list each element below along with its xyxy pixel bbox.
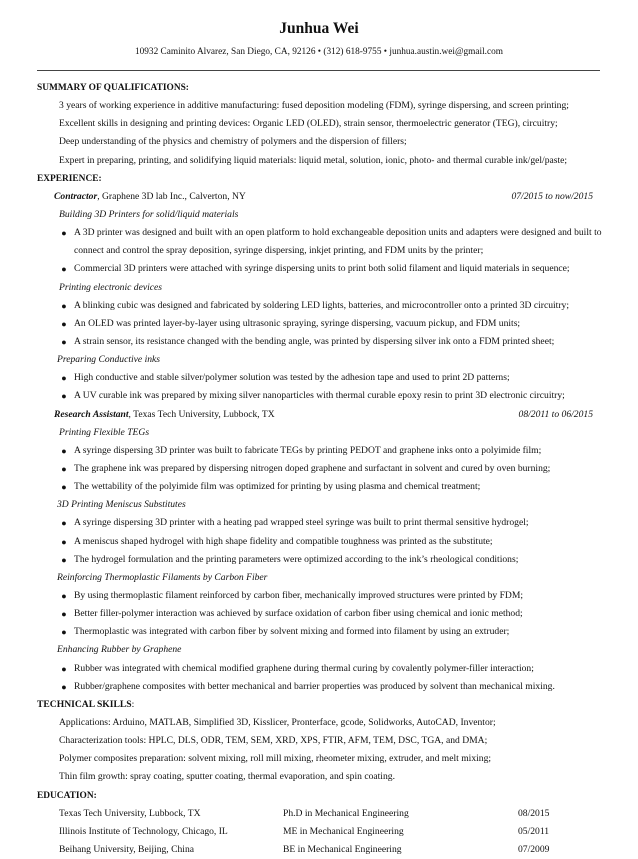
bullet-item: ● The graphene ink was prepared by dispersing nitrogen doped graphene and surfactant in solvent and cured by oven burning; xyxy=(37,460,603,478)
bullet-item: ● Rubber/graphene composites with better mechanical and barrier properties was produced by solvent than mechanical mixing. xyxy=(37,678,603,696)
bullet-item: ● A strain sensor, its resistance changed with the bending angle, was printed by dispersing silver ink onto a FDM printed sheet; xyxy=(37,333,603,351)
project-title: Reinforcing Thermoplastic Filaments by Carbon Fiber xyxy=(57,571,268,583)
summary-heading: SUMMARY OF QUALIFICATIONS: xyxy=(37,83,189,93)
job-dates: 08/2011 to 06/2015 xyxy=(518,408,593,420)
skill-item: Applications: Arduino, MATLAB, Simplified 3D, Kisslicer, Pronterface, gcode, Solidworks, AutoCAD, Inventor; xyxy=(59,716,496,728)
bullet-icon: ● xyxy=(61,518,67,529)
bullet-item: ● Thermoplastic was integrated with carbon fiber by solvent mixing and formed into filament by using an extruder; xyxy=(37,623,603,641)
bullet-icon: ● xyxy=(61,300,67,311)
bullet-item: ● A 3D printer was designed and built with an open platform to hold exchangeable deposition units and adapters were designed and built to connect and control the spray deposition, syringe dispersing, inkjet printing, and FDM units by the printer; xyxy=(37,224,603,260)
bullet-icon: ● xyxy=(61,663,67,674)
project-title: 3D Printing Meniscus Substitutes xyxy=(57,499,186,511)
job-entry-graphene3d xyxy=(37,188,603,206)
degree-name: Ph.D in Mechanical Engineering xyxy=(283,807,409,819)
project-title: Printing electronic devices xyxy=(59,281,163,293)
bullet-icon: ● xyxy=(61,373,67,384)
bullet-icon: ● xyxy=(61,336,67,347)
bullet-icon: ● xyxy=(61,536,67,547)
bullet-icon: ● xyxy=(61,391,67,402)
resume-body xyxy=(37,79,603,859)
graduation-date: 05/2011 xyxy=(518,825,550,837)
bullet-item: ● An OLED was printed layer-by-layer using ultrasonic spraying, syringe dispersing, vacuum pickup, and FDM units; xyxy=(37,315,603,333)
summary-item: Excellent skills in designing and printing devices: Organic LED (OLED), strain sensor, thermoelectric generator (TEG), circuitry; xyxy=(59,118,558,130)
education-row xyxy=(37,805,603,823)
job-entry-texas-tech xyxy=(37,406,603,424)
bullet-icon: ● xyxy=(61,482,67,493)
school-name: Texas Tech University, Lubbock, TX xyxy=(59,807,201,819)
skill-item: Polymer composites preparation: solvent mixing, roll mill mixing, rheometer mixing, extruder, and melt mixing; xyxy=(59,753,492,765)
bullet-item: ● A syringe dispersing 3D printer with a heating pad wrapped steel syringe was built to print thermal sensitive hydrogel; xyxy=(37,514,603,532)
project-title: Printing Flexible TEGs xyxy=(59,426,150,438)
bullet-icon: ● xyxy=(61,554,67,565)
degree-name: BE in Mechanical Engineering xyxy=(283,843,402,855)
project-title: Enhancing Rubber by Graphene xyxy=(57,644,182,656)
job-organization: , Graphene 3D lab Inc., Calverton, NY xyxy=(97,190,246,202)
job-dates: 07/2015 to now/2015 xyxy=(511,190,593,202)
bullet-item: ● Commercial 3D printers were attached with syringe dispersing units to print both solid filament and liquid materials in sequence; xyxy=(37,260,603,278)
bullet-item: ● Rubber was integrated with chemical modified graphene during thermal curing by covalently polymer-filler interaction; xyxy=(37,660,603,678)
bullet-item: ● The wettability of the polyimide film was optimized for printing by using plasma and chemical treatment; xyxy=(37,478,603,496)
graduation-date: 08/2015 xyxy=(518,807,550,819)
summary-item: 3 years of working experience in additive manufacturing: fused deposition modeling (FDM), syringe dispersing, and screen printing; xyxy=(59,100,569,112)
candidate-name: Junhua Wei xyxy=(279,20,359,37)
degree-name: ME in Mechanical Engineering xyxy=(283,825,404,837)
school-name: Illinois Institute of Technology, Chicago, IL xyxy=(59,825,228,837)
bullet-icon: ● xyxy=(61,445,67,456)
bullet-icon: ● xyxy=(61,609,67,620)
bullet-item: ● By using thermoplastic filament reinforced by carbon fiber, mechanically improved structures were printed by FDM; xyxy=(37,587,603,605)
bullet-icon: ● xyxy=(61,228,67,239)
header-divider xyxy=(37,70,600,71)
project-title: Preparing Conductive inks xyxy=(57,354,161,366)
bullet-item: ● High conductive and stable silver/polymer solution was tested by the adhesion tape and used to print 2D patterns; xyxy=(37,369,603,387)
project-title: Building 3D Printers for solid/liquid materials xyxy=(59,208,239,220)
job-organization: , Texas Tech University, Lubbock, TX xyxy=(128,408,275,420)
bullet-item: ● A blinking cubic was designed and fabricated by soldering LED lights, batteries, and microcontroller onto a printed 3D circuitry; xyxy=(37,297,603,315)
bullet-icon: ● xyxy=(61,463,67,474)
skill-item: Characterization tools: HPLC, DLS, ODR, TEM, SEM, XRD, XPS, FTIR, AFM, TEM, DSC, TGA, and DMA; xyxy=(59,735,488,747)
education-heading: EDUCATION: xyxy=(37,790,97,801)
contact-info: 10932 Caminito Alvarez, San Diego, CA, 92126 • (312) 618-9755 • junhua.austin.wei@gmail.com xyxy=(134,47,504,57)
bullet-icon: ● xyxy=(61,681,67,692)
skill-item: Thin film growth: spray coating, sputter coating, thermal evaporation, and spin coating. xyxy=(59,771,395,783)
bullet-item: ● Better filler-polymer interaction was achieved by surface oxidation of carbon fiber using chemical and ionic method; xyxy=(37,605,603,623)
job-role: Contractor xyxy=(54,190,98,202)
bullet-item: ● A meniscus shaped hydrogel with high shape fidelity and compatible toughness was printed as the substitute; xyxy=(37,533,603,551)
experience-heading: EXPERIENCE: xyxy=(37,173,102,184)
graduation-date: 07/2009 xyxy=(518,843,550,855)
bullet-icon: ● xyxy=(61,627,67,638)
summary-item: Deep understanding of the physics and chemistry of polymers and the dispersion of fillers; xyxy=(59,136,407,148)
school-name: Beihang University, Beijing, China xyxy=(59,843,195,855)
bullet-icon: ● xyxy=(61,318,67,329)
bullet-item: ● A syringe dispersing 3D printer was built to fabricate TEGs by printing PEDOT and graphene inks onto a polyimide film; xyxy=(37,442,603,460)
job-role: Research Assistant xyxy=(54,408,129,420)
skills-heading: TECHNICAL SKILLS: xyxy=(37,698,135,710)
bullet-item: ● The hydrogel formulation and the printing parameters were optimized according to the ink’s rheological conditions; xyxy=(37,551,603,569)
summary-item: Expert in preparing, printing, and solidifying liquid materials: liquid metal, solution, ionic, photo- and thermal curable ink/gel/paste; xyxy=(59,154,568,166)
bullet-item: ● A UV curable ink was prepared by mixing silver nanoparticles with thermal curable epoxy resin to print 3D electronic circuitry; xyxy=(37,387,603,405)
bullet-icon: ● xyxy=(61,264,67,275)
education-row xyxy=(37,841,603,859)
bullet-icon: ● xyxy=(61,590,67,601)
